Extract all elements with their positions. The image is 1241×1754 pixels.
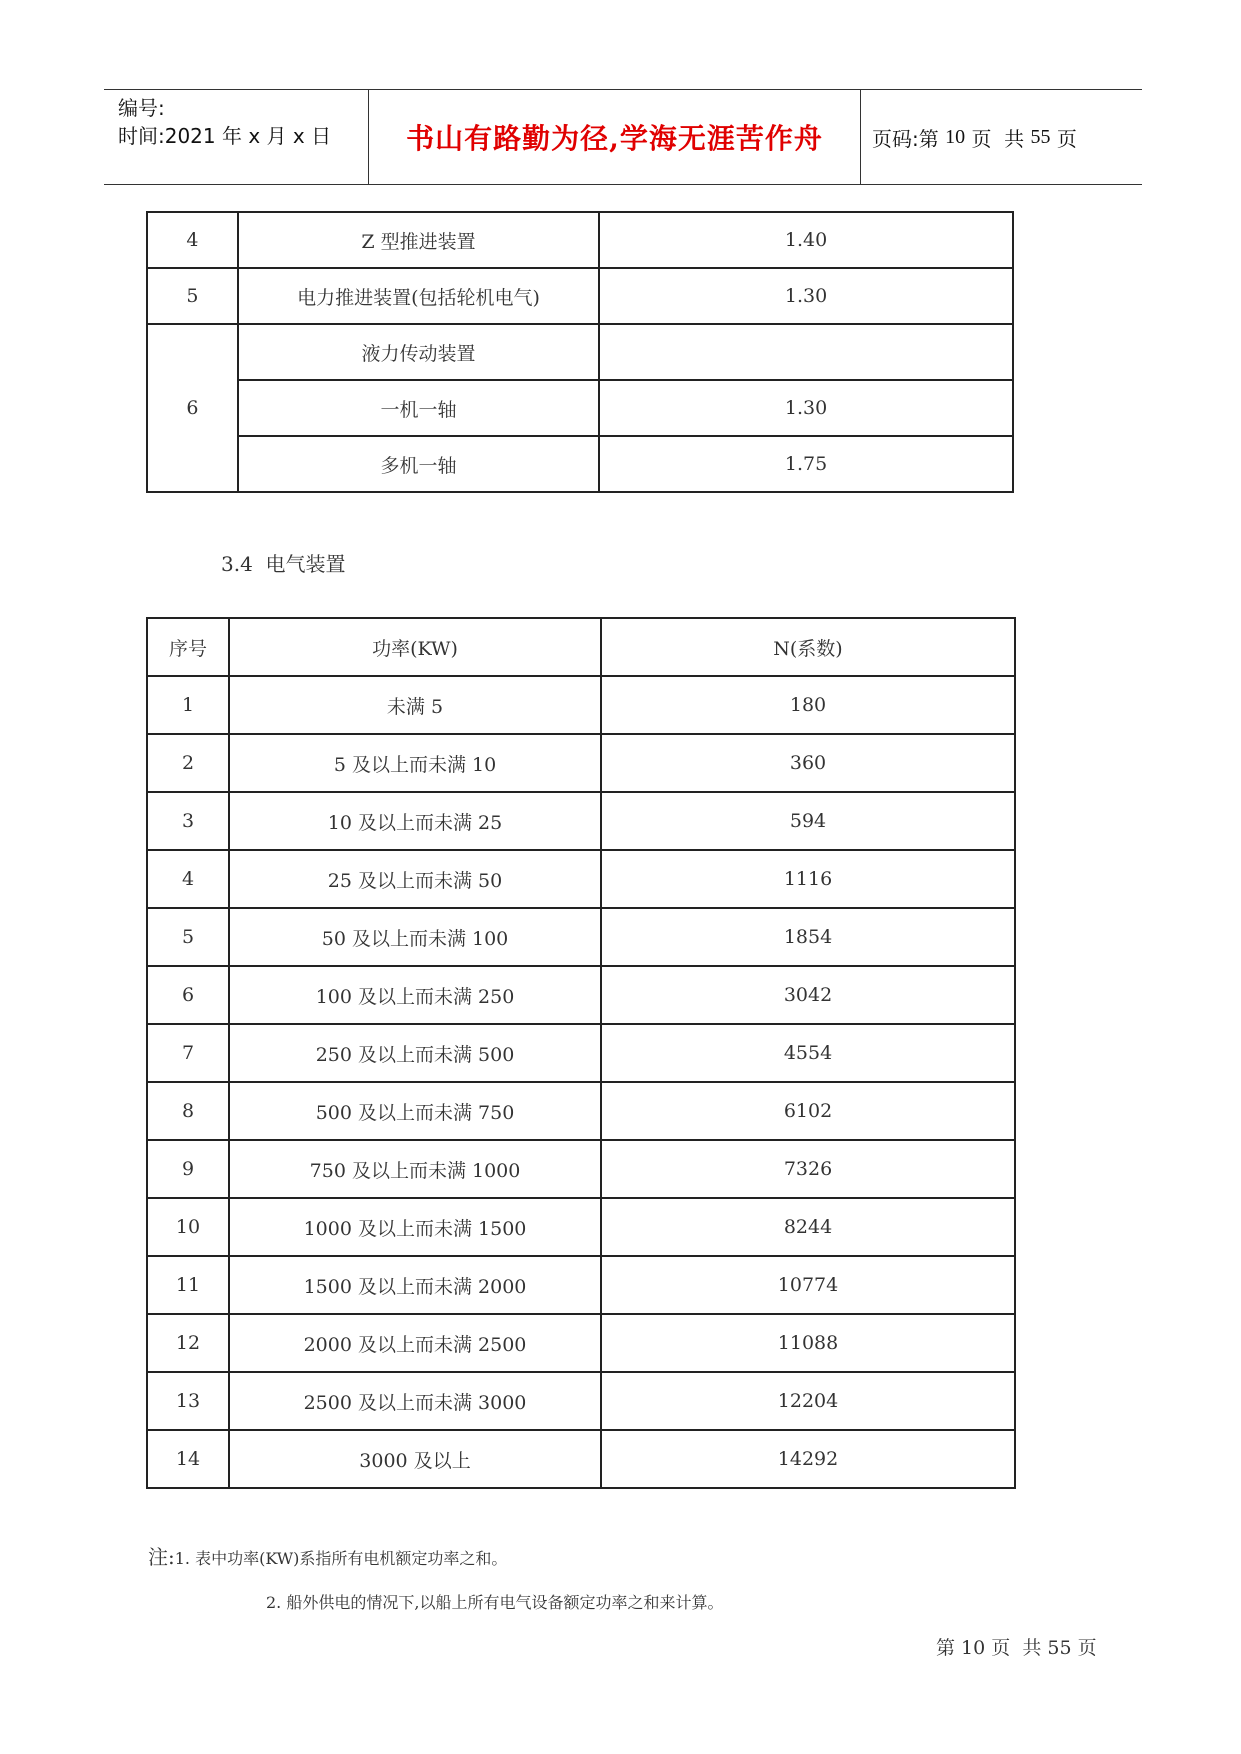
coefficient-value: 8244 xyxy=(601,1198,1015,1256)
column-header: N(系数) xyxy=(601,618,1015,676)
page-footer: 第 10 页 共 55 页 xyxy=(936,1637,1097,1659)
column-header: 功率(KW) xyxy=(229,618,601,676)
table-row xyxy=(147,380,1013,436)
power-range: 50 及以上而未满 100 xyxy=(229,908,601,966)
row-number: 5 xyxy=(147,268,238,324)
column-header: 序号 xyxy=(147,618,229,676)
page-header xyxy=(104,89,1142,185)
coefficient-value xyxy=(599,324,1013,380)
row-number: 7 xyxy=(147,1024,229,1082)
time-label: 时间:2021 年 x 月 x 日 xyxy=(118,124,332,148)
page-mid: 页 共 xyxy=(965,126,1031,151)
device-name: Z 型推进装置 xyxy=(238,212,599,268)
power-range: 10 及以上而未满 25 xyxy=(229,792,601,850)
header-page-number xyxy=(872,90,1077,184)
power-range: 250 及以上而未满 500 xyxy=(229,1024,601,1082)
page-current: 10 xyxy=(945,125,966,148)
coefficient-value: 1.30 xyxy=(599,380,1013,436)
note-1 xyxy=(148,1541,507,1570)
table-row xyxy=(147,268,1013,324)
electrical-table xyxy=(146,617,1016,1489)
header-divider xyxy=(860,90,861,184)
row-number: 13 xyxy=(147,1372,229,1430)
coefficient-value: 1116 xyxy=(601,850,1015,908)
row-number: 14 xyxy=(147,1430,229,1488)
note-2: 2. 船外供电的情况下,以船上所有电气设备额定功率之和来计算。 xyxy=(266,1593,724,1612)
device-name: 电力推进装置(包括轮机电气) xyxy=(238,268,599,324)
table-header-row xyxy=(147,618,1015,676)
power-range: 2000 及以上而未满 2500 xyxy=(229,1314,601,1372)
power-range: 750 及以上而未满 1000 xyxy=(229,1140,601,1198)
table-body xyxy=(147,676,1015,1488)
table-row xyxy=(147,1140,1015,1198)
row-number: 9 xyxy=(147,1140,229,1198)
coefficient-value: 12204 xyxy=(601,1372,1015,1430)
page-prefix: 页码:第 xyxy=(872,126,946,151)
row-number: 6 xyxy=(147,966,229,1024)
power-range: 5 及以上而未满 10 xyxy=(229,734,601,792)
table-row xyxy=(147,436,1013,492)
row-number: 4 xyxy=(147,212,238,268)
page-total: 55 xyxy=(1030,125,1051,148)
coefficient-value: 6102 xyxy=(601,1082,1015,1140)
coefficient-value: 594 xyxy=(601,792,1015,850)
coefficient-value: 14292 xyxy=(601,1430,1015,1488)
power-range: 25 及以上而未满 50 xyxy=(229,850,601,908)
coefficient-value: 1.30 xyxy=(599,268,1013,324)
power-range: 1500 及以上而未满 2000 xyxy=(229,1256,601,1314)
table-row xyxy=(147,1314,1015,1372)
power-range: 3000 及以上 xyxy=(229,1430,601,1488)
coefficient-value: 180 xyxy=(601,676,1015,734)
header-meta xyxy=(118,94,331,150)
row-number: 2 xyxy=(147,734,229,792)
device-name: 一机一轴 xyxy=(238,380,599,436)
table-row xyxy=(147,1198,1015,1256)
table-row xyxy=(147,212,1013,268)
table-row xyxy=(147,908,1015,966)
device-group-title: 液力传动装置 xyxy=(238,324,599,380)
table-row xyxy=(147,1024,1015,1082)
power-range: 1000 及以上而未满 1500 xyxy=(229,1198,601,1256)
note-1-text: 1. 表中功率(KW)系指所有电机额定功率之和。 xyxy=(174,1549,508,1568)
propulsion-table xyxy=(146,211,1014,493)
table-row xyxy=(147,734,1015,792)
row-number: 8 xyxy=(147,1082,229,1140)
table-row xyxy=(147,1430,1015,1488)
row-number: 10 xyxy=(147,1198,229,1256)
table-row xyxy=(147,1256,1015,1314)
power-range: 500 及以上而未满 750 xyxy=(229,1082,601,1140)
table-row xyxy=(147,676,1015,734)
table-row xyxy=(147,966,1015,1024)
coefficient-value: 4554 xyxy=(601,1024,1015,1082)
table-row xyxy=(147,850,1015,908)
row-number: 11 xyxy=(147,1256,229,1314)
coefficient-value: 10774 xyxy=(601,1256,1015,1314)
section-title: 3.4 电气装置 xyxy=(221,552,346,576)
power-range: 100 及以上而未满 250 xyxy=(229,966,601,1024)
row-number: 1 xyxy=(147,676,229,734)
table-row xyxy=(147,792,1015,850)
power-range: 未满 5 xyxy=(229,676,601,734)
row-number: 5 xyxy=(147,908,229,966)
coefficient-value: 360 xyxy=(601,734,1015,792)
table-row xyxy=(147,1082,1015,1140)
header-motto: 书山有路勤为径,学海无涯苦作舟 xyxy=(406,122,823,155)
coefficient-value: 3042 xyxy=(601,966,1015,1024)
row-number: 3 xyxy=(147,792,229,850)
coefficient-value: 1854 xyxy=(601,908,1015,966)
note-prefix: 注: xyxy=(148,1545,175,1569)
coefficient-value: 1.40 xyxy=(599,212,1013,268)
table-row xyxy=(147,1372,1015,1430)
power-range: 2500 及以上而未满 3000 xyxy=(229,1372,601,1430)
table-row xyxy=(147,324,1013,380)
device-name: 多机一轴 xyxy=(238,436,599,492)
coefficient-value: 1.75 xyxy=(599,436,1013,492)
row-number: 4 xyxy=(147,850,229,908)
page-suffix: 页 xyxy=(1050,126,1077,151)
coefficient-value: 7326 xyxy=(601,1140,1015,1198)
row-number: 12 xyxy=(147,1314,229,1372)
row-number: 6 xyxy=(147,324,238,492)
coefficient-value: 11088 xyxy=(601,1314,1015,1372)
serial-label: 编号: xyxy=(118,96,165,120)
